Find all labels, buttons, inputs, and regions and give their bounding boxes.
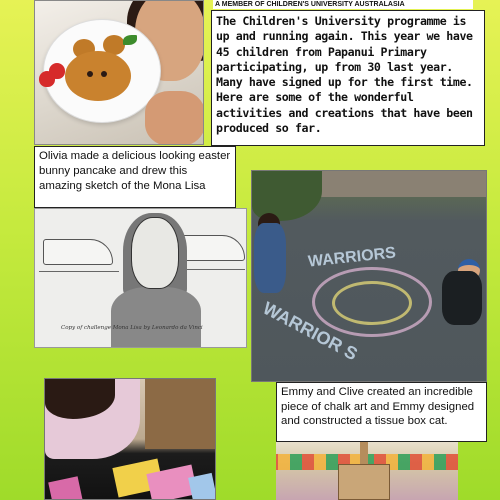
- pancake-eye-right: [101, 71, 107, 77]
- sketch-line: [185, 269, 245, 270]
- origami-fish: [188, 473, 216, 500]
- intro-text-box: [211, 10, 485, 146]
- kid-emmy: [254, 223, 286, 293]
- sketch-caption: Copy of challenge Mona Lisa by Leonardo da Vinci: [61, 325, 203, 331]
- pancake-photo: [34, 0, 204, 145]
- chalk-text-top: WARRIORS: [307, 244, 397, 271]
- chair: [145, 379, 216, 449]
- chalk-text-bottom: WARRIOR S: [259, 297, 361, 365]
- emmy-clive-caption-box: [276, 382, 487, 442]
- sketch-landscape-left: [43, 239, 113, 265]
- tissue-box-cat: [338, 464, 390, 500]
- sketch-face: [131, 217, 179, 289]
- tissue-box-cat-photo: [276, 442, 458, 500]
- olivia-caption-box: [34, 146, 236, 208]
- sketch-landscape-right: [179, 235, 245, 261]
- bunny-pancake: [65, 51, 131, 101]
- cu-member-label: A MEMBER OF CHILDREN'S UNIVERSITY AUSTRALASIA: [213, 0, 473, 9]
- girl-hand: [145, 91, 204, 145]
- kid-clive: [442, 271, 482, 325]
- chalk-ring-inner: [332, 281, 412, 325]
- olivia-caption: Olivia made a delicious looking easter bunny pancake and drew this amazing sketch of the Mona Lisa: [39, 150, 231, 192]
- chalk-art-photo: [251, 170, 487, 382]
- mona-lisa-sketch: [34, 208, 247, 348]
- intro-text: The Children's University programme is up and running again. This year we have 45 children from Papanui Primary participating, up from 30 last year. Many have signed up for the first time. Here are some of the wonderful activities and creations that have been produced so far.: [216, 14, 473, 136]
- origami-fish: [48, 476, 84, 500]
- sketch-line: [39, 271, 119, 272]
- strawberry: [39, 71, 55, 87]
- sketch-body: [111, 287, 201, 347]
- emmy-clive-caption: Emmy and Clive created an incredible piece of chalk art and Emmy designed and constructed a tissue box cat.: [281, 386, 475, 428]
- origami-photo: [44, 378, 216, 500]
- pancake-eye-left: [87, 71, 93, 77]
